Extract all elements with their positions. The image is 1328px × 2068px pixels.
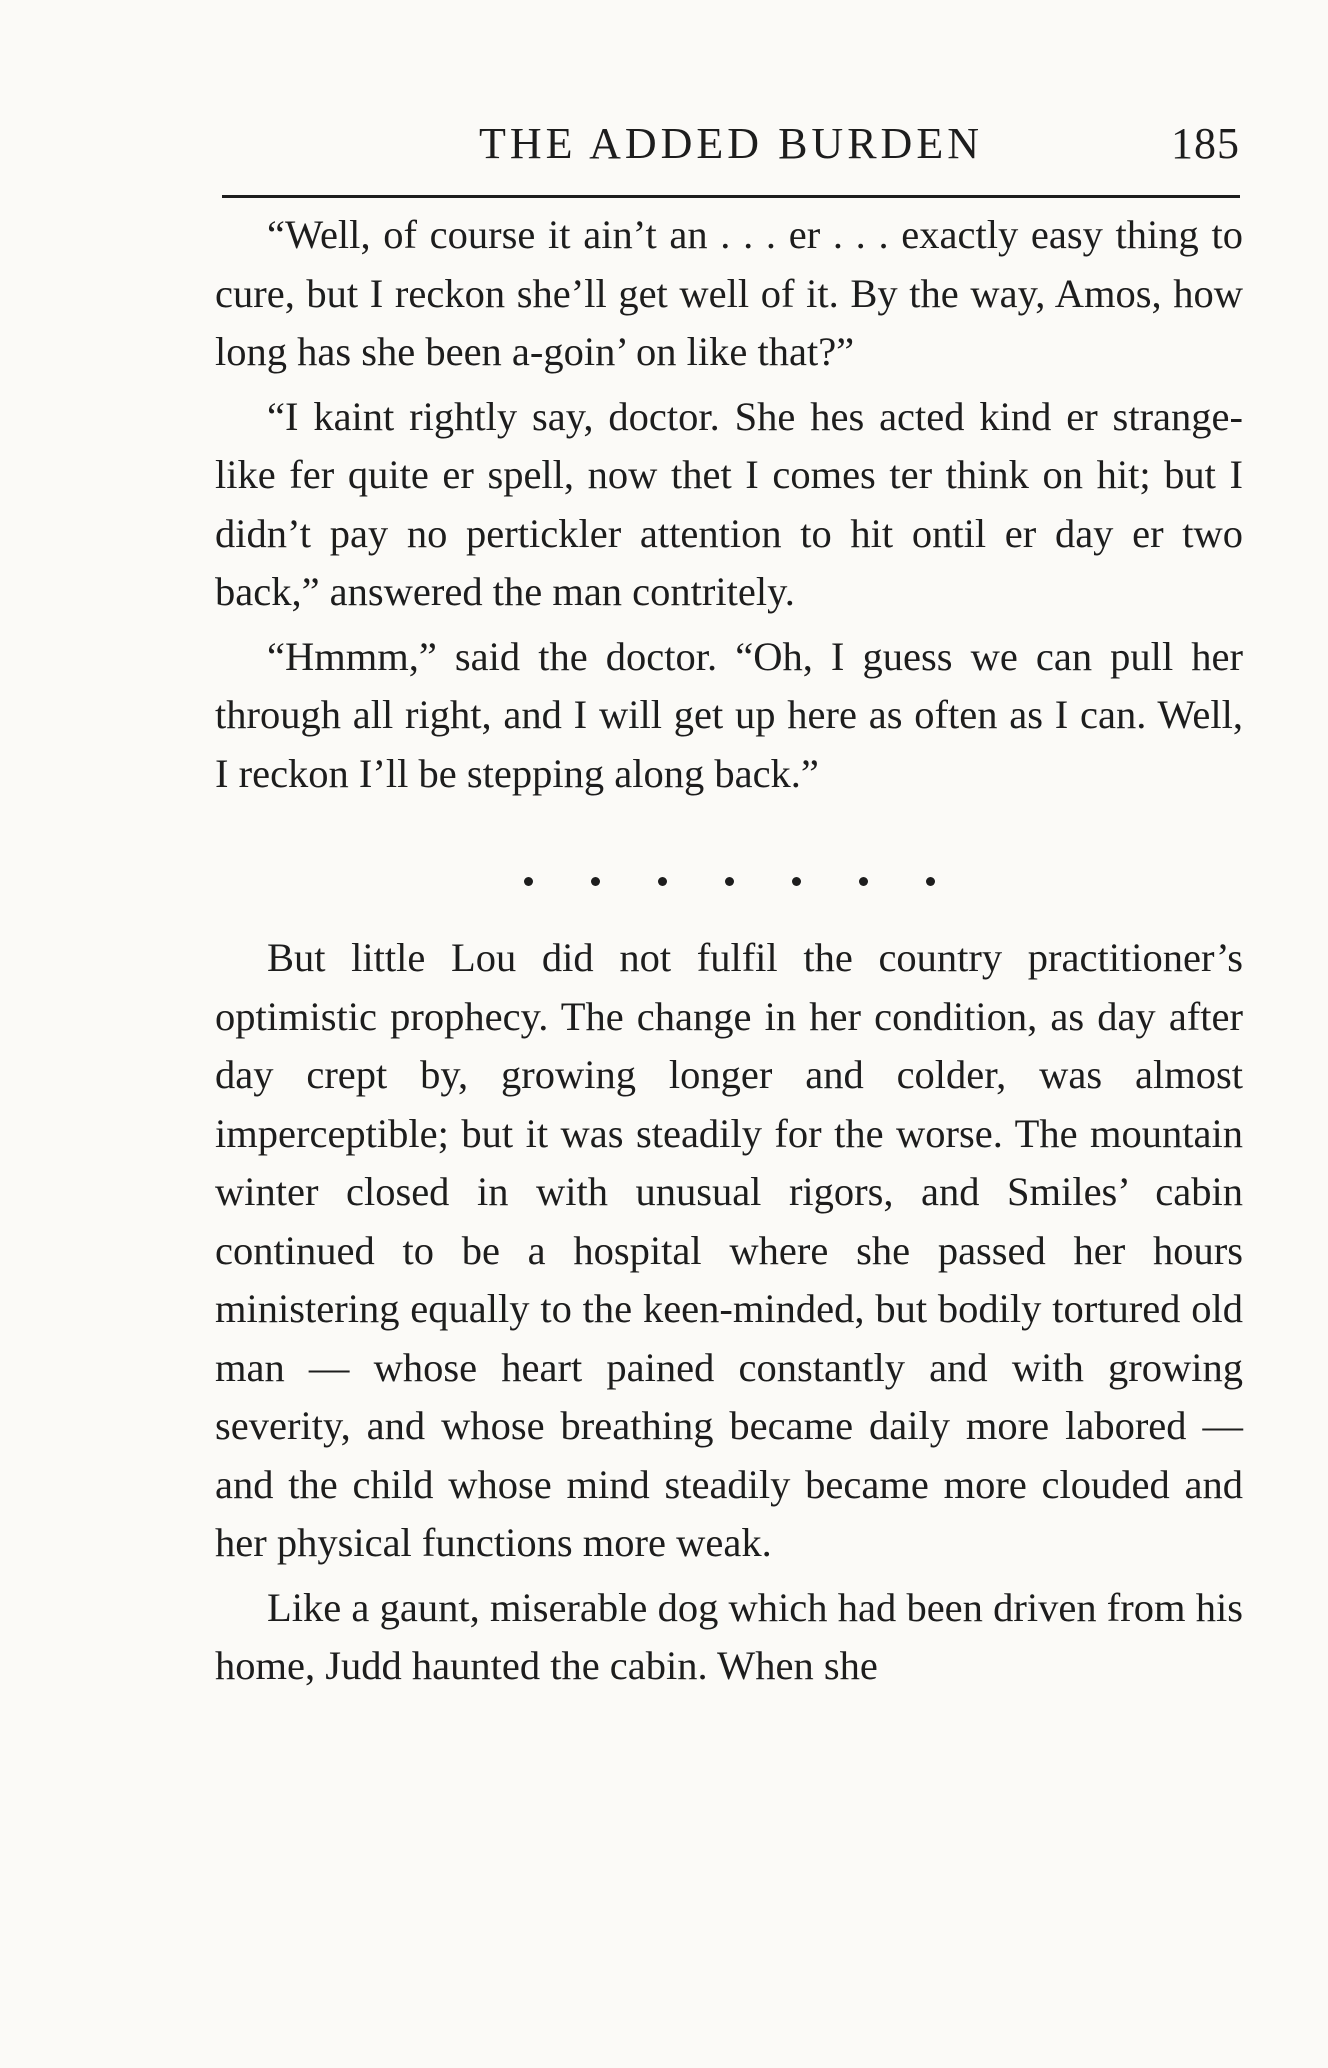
- paragraph: “I kaint rightly say, doctor. She hes acted kind er strange-like fer quite er spell, now thet I comes ter think on hit; but I didn’t pay no pertickler attention to hit ontil er day er two back,” answered the man contritely.: [215, 393, 1243, 614]
- section-break-dot: [591, 877, 600, 886]
- section-break-dot: [725, 877, 734, 886]
- paragraph: “Well, of course it ain’t an . . . er . . . exactly easy thing to cure, but I reckon she’ll get well of it. By the way, Amos, how long has she been a-goin’ on like that?”: [215, 212, 1243, 374]
- chapter-title: THE ADDED BURDEN: [479, 119, 983, 168]
- section-break-dot: [524, 877, 533, 886]
- section-break-dot: [792, 877, 801, 886]
- paragraph: “Hmmm,” said the doctor. “Oh, I guess we can pull her through all right, and I will get up here as often as I can. Well, I reckon I’ll be stepping along back.”: [215, 633, 1243, 796]
- paragraph: But little Lou did not fulfil the country practitioner’s optimistic prophecy. The change in her condition, as day after day crept by, growing longer and colder, was almost imperceptible; but it was steadily for the worse. The mountain winter closed in with unusual rigors, and Smiles’ cabin continued to be a hospital where she passed her hours ministering equally to the keen-minded, but bodily tortured old man — whose heart pained constantly and with growing severity, and whose breathing became daily more labored — and the child whose mind steadily became more clouded and her physical functions more weak.: [215, 935, 1243, 1565]
- section-break-dot: [658, 877, 667, 886]
- section-break: [215, 847, 1243, 929]
- section-break-dot: [926, 877, 935, 886]
- body-text: [215, 206, 1243, 1696]
- page-number: 185: [1171, 119, 1240, 168]
- section-break-dot: [859, 877, 868, 886]
- paragraph: Like a gaunt, miserable dog which had been driven from his home, Judd haunted the cabin. When she: [215, 1584, 1243, 1688]
- running-header: [222, 118, 1240, 176]
- header-rule: [222, 195, 1240, 198]
